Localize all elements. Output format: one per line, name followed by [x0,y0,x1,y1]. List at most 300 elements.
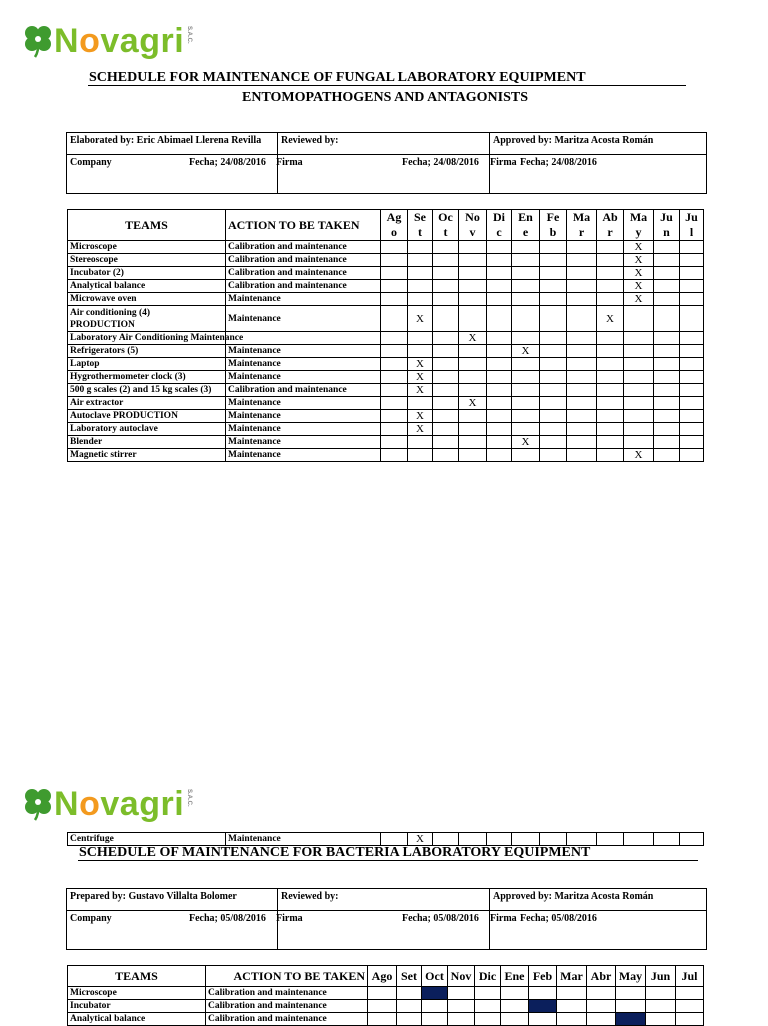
schedule-mark [654,423,680,436]
month-header: Nov [448,966,475,987]
action-cell: Maintenance [226,436,381,449]
title2-underline [78,860,698,861]
brand-name-2: Novagri [54,785,185,823]
section2-title: SCHEDULE OF MAINTENANCE FOR BACTERIA LABORATORY EQUIPMENT [79,845,591,860]
schedule-mark [654,833,680,846]
schedule-mark [597,423,624,436]
schedule-mark [540,345,567,358]
schedule-mark [624,397,654,410]
fungal-schedule-table [67,209,704,462]
schedule-mark [487,833,512,846]
schedule-mark: X [408,410,433,423]
schedule-mark [680,306,704,332]
month-header-bottom: r [607,225,613,239]
approved-by: Approved by: Maritza Acosta Román [490,133,707,155]
month-cell [501,1000,529,1013]
month-header-top: Ab [602,210,618,224]
team-cell: Laptop [68,358,226,371]
table-row [68,254,704,267]
month-header: Jun [646,966,676,987]
schedule-mark [597,293,624,306]
schedule-mark [567,358,597,371]
table-row [68,1000,704,1013]
month-cell [422,1000,448,1013]
month-header [567,210,597,241]
schedule-mark [597,449,624,462]
approved-by-2: Approved by: Maritza Acosta Román [490,889,707,911]
month-header-bottom: t [443,225,448,239]
scheduled-month-cell [422,987,448,1000]
schedule-mark: X [408,371,433,384]
schedule-mark [433,332,459,345]
month-cell [557,1000,587,1013]
schedule-mark: X [459,332,487,345]
action-cell: Calibration and maintenance [226,254,381,267]
col-action-2: ACTION TO BE TAKEN [206,966,368,987]
month-header-top: Ma [572,210,591,224]
schedule-mark [381,410,408,423]
month-header-bottom: r [578,225,585,239]
month-header: Ago [368,966,397,987]
team-cell: Autoclave PRODUCTION [68,410,226,423]
action-cell: Maintenance [226,397,381,410]
fecha-3: Fecha; 24/08/2016 [520,157,597,168]
schedule-mark [680,293,704,306]
team-name: Air conditioning (4) [70,307,151,318]
schedule-mark [459,410,487,423]
schedule-mark [597,345,624,358]
action-cell: Maintenance [226,306,381,332]
schedule-mark [487,306,512,332]
schedule-mark [512,384,540,397]
fecha2-1: Fecha; 05/08/2016 [189,913,266,924]
schedule-mark [408,267,433,280]
schedule-mark [540,371,567,384]
month-header-bottom: e [522,225,529,239]
schedule-mark: X [408,833,433,846]
month-header: May [616,966,646,987]
table-row [68,293,704,306]
team-cell: Microscope [68,987,206,1000]
fecha-2: Fecha; 24/08/2016 [402,157,479,168]
schedule-mark [433,267,459,280]
schedule-mark [512,306,540,332]
month-header: Abr [587,966,616,987]
schedule-mark [459,436,487,449]
schedule-mark [433,410,459,423]
schedule-mark: X [512,345,540,358]
schedule-mark [512,332,540,345]
schedule-mark [433,358,459,371]
schedule-mark [540,436,567,449]
schedule-mark [597,833,624,846]
team-cell: Blender [68,436,226,449]
schedule-mark [459,241,487,254]
section1-title-line1: SCHEDULE FOR MAINTENANCE OF FUNGAL LABORATORY EQUIPMENT [89,70,586,85]
schedule-mark [433,345,459,358]
action-cell: Calibration and maintenance [226,267,381,280]
schedule-mark [540,384,567,397]
schedule-mark [624,436,654,449]
table-row [68,423,704,436]
schedule-mark [540,410,567,423]
schedule-mark [680,280,704,293]
schedule-mark [567,384,597,397]
action-cell: Calibration and maintenance [206,1013,368,1026]
schedule-mark [654,371,680,384]
table-row [68,833,704,846]
carryover-row-table [67,832,704,846]
schedule-mark: X [624,241,654,254]
section2-approval-table [66,888,707,950]
month-header: Oct [422,966,448,987]
action-cell: Maintenance [226,833,381,846]
schedule-mark [680,384,704,397]
schedule-mark [567,410,597,423]
schedule-mark [567,293,597,306]
action-cell: Maintenance [226,371,381,384]
schedule-mark [680,345,704,358]
schedule-mark [654,384,680,397]
schedule-mark: X [624,267,654,280]
month-header-bottom: v [469,225,476,239]
month-header [540,210,567,241]
schedule-mark [512,358,540,371]
month-cell [368,987,397,1000]
team-cell: Incubator [68,1000,206,1013]
schedule-mark [381,371,408,384]
action-cell: Calibration and maintenance [226,241,381,254]
schedule-mark [540,293,567,306]
schedule-mark [597,410,624,423]
month-cell [646,987,676,1000]
schedule-mark [624,833,654,846]
schedule-mark [512,371,540,384]
schedule-mark [654,280,680,293]
schedule-mark [459,280,487,293]
month-cell [501,987,529,1000]
month-cell [587,987,616,1000]
schedule-mark [540,306,567,332]
month-header [624,210,654,241]
schedule-mark [487,358,512,371]
schedule-mark [567,306,597,332]
month-header-bottom: n [663,225,670,239]
schedule-mark [597,358,624,371]
schedule-mark [567,449,597,462]
month-header-top: Di [493,210,505,224]
brand-suffix: S.A.C. [186,26,193,44]
table-row [68,397,704,410]
schedule-mark [381,241,408,254]
schedule-mark [381,306,408,332]
company-logo [22,24,192,58]
schedule-mark [433,397,459,410]
schedule-mark [512,397,540,410]
schedule-mark [540,241,567,254]
schedule-mark [654,254,680,267]
schedule-mark [381,449,408,462]
schedule-mark [381,423,408,436]
month-header [459,210,487,241]
fecha2-3: Fecha; 05/08/2016 [520,913,597,924]
month-header-top: Ju [685,210,698,224]
schedule-mark [512,241,540,254]
schedule-mark [433,833,459,846]
team-cell: Laboratory Air Conditioning Maintenance [68,332,226,345]
action-cell: Maintenance [226,423,381,436]
action-cell: Calibration and maintenance [226,280,381,293]
schedule-mark [512,423,540,436]
month-header: Mar [557,966,587,987]
team-name-line2: PRODUCTION [70,319,135,330]
schedule-mark: X [624,293,654,306]
month-header-bottom: t [418,225,422,239]
team-cell: Analytical balance [68,1013,206,1026]
schedule-mark [654,293,680,306]
schedule-mark [512,254,540,267]
schedule-mark [540,423,567,436]
schedule-mark [487,397,512,410]
month-cell [646,1000,676,1013]
col-teams: TEAMS [68,210,226,241]
company-label-2: Company [67,911,278,950]
bacteria-schedule-table [67,965,704,1026]
month-cell [529,987,557,1000]
action-cell: Calibration and maintenance [226,384,381,397]
action-cell: Maintenance [226,410,381,423]
schedule-mark [408,332,433,345]
schedule-mark [487,254,512,267]
team-cell: Hygrothermometer clock (3) [68,371,226,384]
schedule-mark [381,397,408,410]
firma-2: Firma [490,157,517,168]
schedule-mark [381,384,408,397]
team-cell: Microwave oven [68,293,226,306]
schedule-mark [624,358,654,371]
firma2-1: Firma [276,913,303,924]
schedule-mark [540,267,567,280]
schedule-mark [433,423,459,436]
month-cell [616,987,646,1000]
prepared-by: Prepared by: Gustavo Villalta Bolomer [67,889,278,911]
month-header-top: No [465,210,480,224]
action-cell [226,332,381,345]
team-cell: Magnetic stirrer [68,449,226,462]
schedule-mark [680,267,704,280]
team-cell: Laboratory autoclave [68,423,226,436]
schedule-mark [408,280,433,293]
month-cell [616,1000,646,1013]
brand-suffix-2: S.A.C. [186,789,193,807]
schedule-mark [624,371,654,384]
schedule-mark [567,332,597,345]
fecha-1: Fecha; 24/08/2016 [189,157,266,168]
schedule-mark [680,436,704,449]
schedule-mark [408,254,433,267]
month-header-top: Ma [629,210,648,224]
scheduled-month-cell [529,1000,557,1013]
month-header [512,210,540,241]
schedule-mark [654,436,680,449]
month-header-bottom: l [689,225,694,239]
schedule-mark [597,254,624,267]
schedule-mark [654,345,680,358]
schedule-mark [654,397,680,410]
schedule-mark [567,254,597,267]
table-row [68,384,704,397]
schedule-mark [680,358,704,371]
schedule-mark [567,267,597,280]
schedule-mark [680,423,704,436]
schedule-mark [540,280,567,293]
schedule-mark [433,371,459,384]
month-cell [448,1000,475,1013]
schedule-mark [624,423,654,436]
schedule-mark [680,254,704,267]
schedule-mark [512,293,540,306]
schedule-mark [567,397,597,410]
schedule-mark [433,293,459,306]
company-label: Company [67,155,278,194]
schedule-mark [487,449,512,462]
schedule-mark [487,267,512,280]
action-cell: Calibration and maintenance [206,1000,368,1013]
month-cell [397,987,422,1000]
schedule-mark: X [408,306,433,332]
schedule-mark [680,371,704,384]
schedule-mark [487,423,512,436]
schedule-mark [459,306,487,332]
team-cell: Stereoscope [68,254,226,267]
month-header-top: Fe [546,210,560,224]
month-cell [587,1000,616,1013]
clover-icon [22,787,54,821]
schedule-mark: X [408,423,433,436]
team-cell: Analytical balance [68,280,226,293]
schedule-mark [459,267,487,280]
title-underline [88,85,686,86]
schedule-mark: X [624,280,654,293]
schedule-mark [540,254,567,267]
schedule-mark: X [512,436,540,449]
schedule-mark [381,833,408,846]
schedule-mark [567,423,597,436]
schedule-mark [597,397,624,410]
table-row [68,358,704,371]
schedule-mark [512,267,540,280]
schedule-mark [597,267,624,280]
schedule-mark [381,280,408,293]
schedule-mark [567,241,597,254]
schedule-mark [540,358,567,371]
table-row [68,449,704,462]
schedule-mark [540,833,567,846]
section1-title-line2: ENTOMOPATHOGENS AND ANTAGONISTS [242,90,529,105]
action-cell: Maintenance [226,358,381,371]
schedule-mark [381,345,408,358]
section1-approval-table [66,132,707,194]
clover-icon [22,24,54,58]
month-header-top: Ju [660,210,673,224]
schedule-mark [433,384,459,397]
month-header [597,210,624,241]
schedule-mark [459,423,487,436]
schedule-mark [567,371,597,384]
month-cell [676,1000,704,1013]
schedule-mark [408,436,433,449]
table-row [68,332,704,345]
schedule-mark [408,397,433,410]
brand-name: Novagri [54,22,185,60]
month-header-bottom: b [549,225,557,239]
month-cell [448,987,475,1000]
schedule-mark [381,358,408,371]
month-header: Set [397,966,422,987]
month-cell [475,987,501,1000]
reviewed-by-2: Reviewed by: [278,889,490,911]
team-cell: 500 g scales (2) and 15 kg scales (3) [68,384,226,397]
schedule-mark [487,436,512,449]
schedule-mark [567,833,597,846]
table-row [68,241,704,254]
month-header-bottom: y [635,225,642,239]
schedule-mark [680,833,704,846]
schedule-mark [540,397,567,410]
month-header: Feb [529,966,557,987]
team-cell: Refrigerators (5) [68,345,226,358]
schedule-mark [408,241,433,254]
month-header-top: Se [414,210,426,224]
reviewed-by: Reviewed by: [278,133,490,155]
schedule-mark [487,241,512,254]
schedule-mark [459,833,487,846]
schedule-mark [381,267,408,280]
company-logo-2 [22,787,192,821]
schedule-mark [567,345,597,358]
schedule-mark [433,306,459,332]
fecha2-2: Fecha; 05/08/2016 [402,913,479,924]
schedule-mark [624,306,654,332]
schedule-mark [487,280,512,293]
month-header: Jul [676,966,704,987]
table-row [68,280,704,293]
schedule-mark [654,332,680,345]
month-header-top: Ag [386,210,402,224]
schedule-mark [381,436,408,449]
table-row [68,267,704,280]
schedule-mark [433,449,459,462]
month-header-top: Oc [438,210,453,224]
schedule-mark [597,436,624,449]
schedule-mark [624,345,654,358]
team-cell: Incubator (2) [68,267,226,280]
schedule-mark [381,293,408,306]
schedule-mark [624,384,654,397]
schedule-mark [680,241,704,254]
schedule-mark [381,332,408,345]
schedule-mark [624,410,654,423]
schedule-mark [654,358,680,371]
month-header-bottom: c [496,225,502,239]
table-row [68,410,704,423]
month-header-bottom: o [391,225,397,239]
schedule-mark [654,241,680,254]
schedule-mark [487,371,512,384]
firma-1: Firma [276,157,303,168]
schedule-mark [433,254,459,267]
schedule-mark [654,306,680,332]
